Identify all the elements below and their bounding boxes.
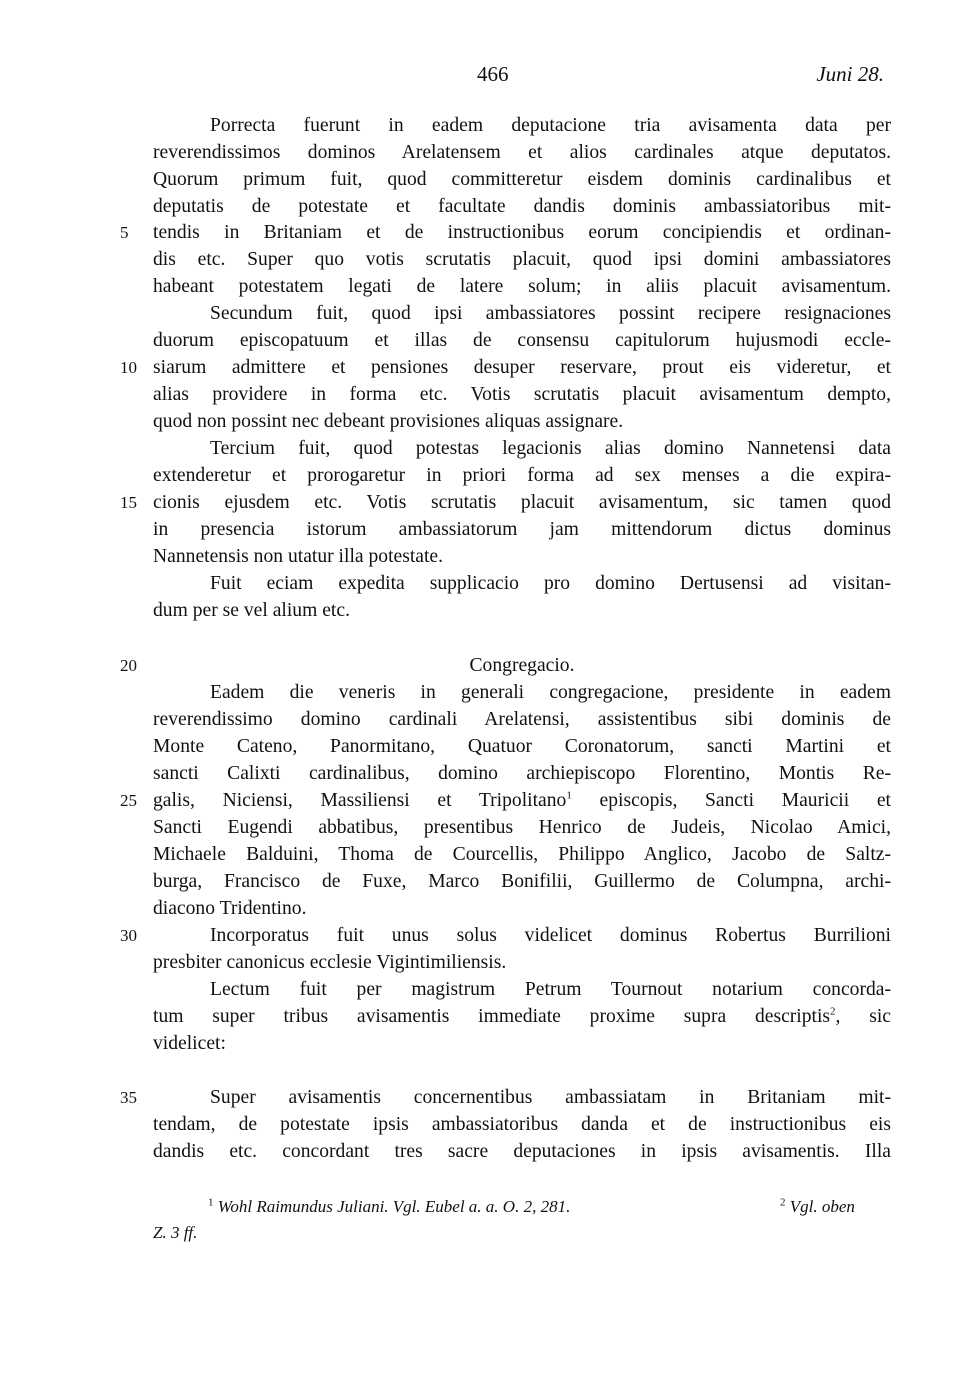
line-number: 30: [120, 926, 137, 945]
text-line: Incorporatus fuit unus solus videlicet dominus Robertus Burrilioni: [210, 925, 891, 946]
line-number: 20: [120, 656, 137, 675]
line-number: 25: [120, 791, 137, 810]
footnote-mark: 2: [830, 1005, 836, 1018]
footnote-2-continuation: Z. 3 ff.: [153, 1223, 198, 1242]
text-line: dis etc. Super quo votis scrutatis placuit, quod ipsi domini ambassiatores: [153, 249, 891, 270]
text-line: reverendissimos dominos Arelatensem et alios cardinales atque deputatos.: [153, 142, 891, 163]
text-line: [153, 788, 891, 814]
text-line: dandis etc. concordant tres sacre deputaciones in ipsis avisamentis. Illa: [153, 1141, 891, 1162]
footnote-2: [780, 1195, 855, 1219]
text-run: episcopis, Sancti Mauricii et: [599, 790, 891, 811]
text-line: Eadem die veneris in generali congregacione, presidente in eadem: [210, 682, 891, 703]
text-line: siarum admittere et pensiones desuper reservare, prout eis videretur, et: [153, 357, 891, 378]
text-line: videlicet:: [153, 1033, 226, 1054]
section-heading: Congregacio.: [469, 655, 575, 676]
text-line: Super avisamentis concernentibus ambassiatam in Britaniam mit-: [210, 1087, 891, 1108]
text-line: in presencia istorum ambassiatorum jam mittendorum dictus dominus: [153, 519, 891, 540]
text-run: tum super tribus avisamentis immediate proxime supra descriptis: [153, 1006, 831, 1027]
page-number: 466: [477, 62, 509, 86]
footnote-number: 1: [208, 1196, 214, 1209]
page-header: [0, 62, 960, 92]
footnote-1: [208, 1195, 570, 1219]
text-line: dum per se vel alium etc.: [153, 600, 350, 621]
line-number: 15: [120, 493, 137, 512]
line-number: 35: [120, 1088, 137, 1107]
text-line: Fuit eciam expedita supplicacio pro domino Dertusensi ad visitan-: [210, 573, 891, 594]
text-line: burga, Francisco de Fuxe, Marco Bonifilii, Guillermo de Columpna, archi-: [153, 871, 891, 892]
text-line: habeant potestatem legati de latere solum; in aliis placuit avisamentum.: [153, 276, 891, 297]
text-line: cionis ejusdem etc. Votis scrutatis placuit avisamentum, sic tamen quod: [153, 492, 891, 513]
running-head: Juni 28.: [816, 62, 884, 86]
text-run: galis, Niciensi, Massiliensi et Tripolitano: [153, 790, 567, 811]
text-line: quod non possint nec debeant provisiones aliquas assignare.: [153, 411, 624, 432]
line-number: 5: [120, 223, 129, 242]
text-line: tendam, de potestate ipsis ambassiatoribus danda et de instructionibus eis: [153, 1114, 891, 1135]
text-line: sancti Calixti cardinalibus, domino archiepiscopo Florentino, Montis Re-: [153, 763, 891, 784]
text-line: duorum episcopatuum et illas de consensu capitulorum hujusmodi eccle-: [153, 330, 891, 351]
text-line: Monte Cateno, Panormitano, Quatuor Coronatorum, sancti Martini et: [153, 736, 891, 757]
text-line: Michaele Balduini, Thoma de Courcellis, Philippo Anglico, Jacobo de Saltz-: [153, 844, 891, 865]
text-line: Secundum fuit, quod ipsi ambassiatores possint recipere resignaciones: [210, 303, 891, 324]
text-line: deputatis de potestate et facultate dandis dominis ambassiatoribus mit-: [153, 196, 891, 217]
footnote-text: Vgl. oben: [789, 1197, 855, 1216]
text-line: extenderetur et prorogaretur in priori forma ad sex menses a die expira-: [153, 465, 891, 486]
text-line: Quorum primum fuit, quod committeretur eisdem dominis cardinalibus et: [153, 169, 891, 190]
text-line: Porrecta fuerunt in eadem deputacione tria avisamenta data per: [210, 115, 891, 136]
line-number: 10: [120, 358, 137, 377]
text-line: [153, 1004, 891, 1030]
text-run: , sic: [835, 1006, 891, 1027]
footnote-mark: 1: [566, 789, 572, 802]
footnote-number: 2: [780, 1196, 786, 1209]
text-line: Lectum fuit per magistrum Petrum Tournout notarium concorda-: [210, 979, 891, 1000]
text-line: Nannetensis non utatur illa potestate.: [153, 546, 444, 567]
footnote-text: Wohl Raimundus Juliani. Vgl. Eubel a. a. O. 2, 281.: [217, 1197, 571, 1216]
text-line: reverendissimo domino cardinali Arelatensi, assistentibus sibi dominis de: [153, 709, 891, 730]
text-line: Sancti Eugendi abbatibus, presentibus Henrico de Judeis, Nicolao Amici,: [153, 817, 891, 838]
text-line: diacono Tridentino.: [153, 898, 307, 919]
text-line: tendis in Britaniam et de instructionibus eorum concipiendis et ordinan-: [153, 222, 891, 243]
text-line: alias providere in forma etc. Votis scrutatis placuit avisamentum dempto,: [153, 384, 891, 405]
text-line: presbiter canonicus ecclesie Vigintimiliensis.: [153, 952, 507, 973]
text-line: Tercium fuit, quod potestas legacionis alias domino Nannetensi data: [210, 438, 891, 459]
